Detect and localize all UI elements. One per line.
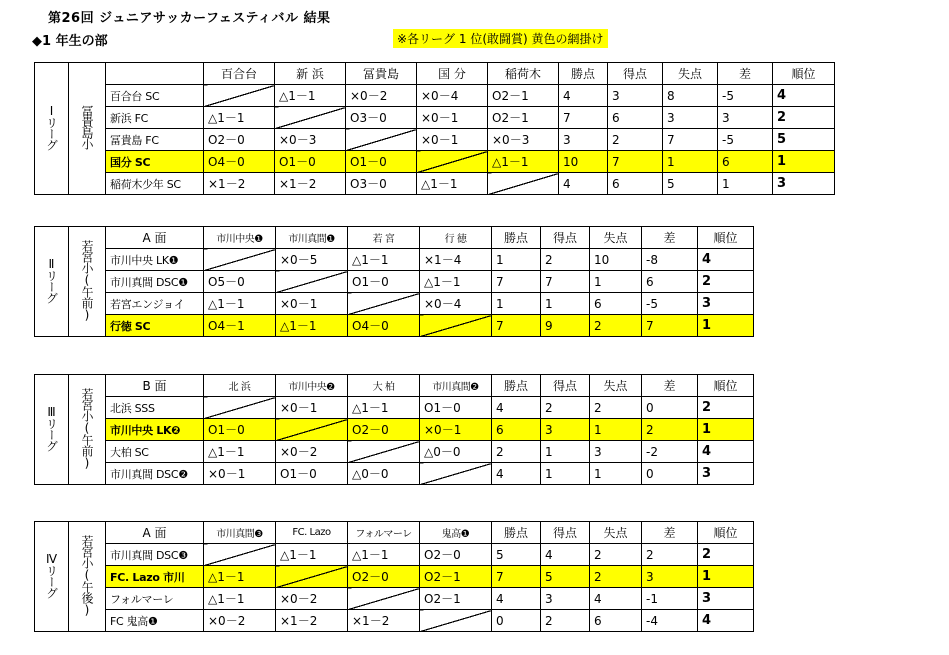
header-row — [35, 522, 754, 544]
match-result: ×1－2 — [275, 173, 346, 195]
league-label — [35, 63, 69, 195]
header-row — [35, 375, 754, 397]
diagonal-cell — [348, 293, 420, 315]
team-name: フォルマーレ — [106, 588, 204, 610]
stat-header: 勝点 — [492, 522, 541, 544]
rank: 1 — [698, 566, 754, 588]
corner-header: B 面 — [106, 375, 204, 397]
match-result: ×1－2 — [276, 610, 348, 632]
goals-for: 9 — [541, 315, 590, 337]
diagonal-cell — [348, 588, 420, 610]
table-row — [35, 129, 835, 151]
table-row — [35, 271, 754, 293]
stat-header: 差 — [718, 63, 773, 85]
match-result: ×1－2 — [348, 610, 420, 632]
venue-label-text: 若宮小(午後) — [80, 534, 94, 616]
league-label-text: Ⅱリーグ — [44, 257, 59, 303]
table-row — [35, 566, 754, 588]
goals-against: 1 — [590, 271, 642, 293]
corner-header — [106, 63, 204, 85]
diagonal-cell — [275, 107, 346, 129]
rank: 1 — [773, 151, 835, 173]
match-result: ×1－4 — [420, 249, 492, 271]
match-result: ×0－1 — [420, 419, 492, 441]
diagonal-cell — [420, 610, 492, 632]
team-name: 若宮エンジョイ — [106, 293, 204, 315]
table-row — [35, 85, 835, 107]
match-result: ×0－2 — [276, 441, 348, 463]
points: 4 — [559, 85, 608, 107]
goal-diff: 6 — [642, 271, 698, 293]
rank: 1 — [698, 419, 754, 441]
diagonal-cell — [204, 544, 276, 566]
match-result: ×0－4 — [420, 293, 492, 315]
table-row — [35, 107, 835, 129]
match-result: O1－0 — [275, 151, 346, 173]
match-result: ×0－5 — [276, 249, 348, 271]
diagonal-cell — [276, 566, 348, 588]
points: 4 — [492, 588, 541, 610]
table-row — [35, 463, 754, 485]
points: 3 — [559, 129, 608, 151]
league-label-text: Ⅲリーグ — [44, 405, 59, 451]
goals-for: 4 — [541, 544, 590, 566]
venue-label — [69, 522, 106, 632]
goals-for: 3 — [608, 85, 663, 107]
goals-against: 4 — [590, 588, 642, 610]
match-result: △1－1 — [348, 249, 420, 271]
match-result: △1－1 — [204, 588, 276, 610]
opponent-header: 市川真間❸ — [204, 522, 276, 544]
section-subtitle: ◆1 年生の部 — [32, 34, 108, 49]
opponent-header: 稲荷木 — [488, 63, 559, 85]
goal-diff: -2 — [642, 441, 698, 463]
goals-against: 3 — [663, 107, 718, 129]
diagonal-cell — [346, 129, 417, 151]
table-row — [35, 397, 754, 419]
stat-header: 順位 — [698, 375, 754, 397]
table-row — [35, 588, 754, 610]
goal-diff: 3 — [642, 566, 698, 588]
match-result: △0－0 — [420, 441, 492, 463]
match-result: △1－1 — [204, 107, 275, 129]
match-result: ×0－2 — [276, 588, 348, 610]
goals-against: 2 — [590, 544, 642, 566]
match-result: ×0－1 — [276, 293, 348, 315]
match-result: △0－0 — [348, 463, 420, 485]
match-result: O2－0 — [420, 544, 492, 566]
rank: 3 — [698, 293, 754, 315]
match-result: ×0－1 — [276, 397, 348, 419]
goals-for: 2 — [541, 249, 590, 271]
rank: 4 — [698, 610, 754, 632]
rank: 2 — [698, 544, 754, 566]
venue-label-text: 若宮小(午前) — [80, 239, 94, 321]
team-name: 稲荷木少年 SC — [106, 173, 204, 195]
team-name: 行徳 SC — [106, 315, 204, 337]
match-result: ×0－1 — [417, 107, 488, 129]
goal-diff: 7 — [642, 315, 698, 337]
goals-for: 2 — [541, 397, 590, 419]
opponent-header: 国 分 — [417, 63, 488, 85]
team-name: 国分 SC — [106, 151, 204, 173]
points: 2 — [492, 441, 541, 463]
points: 1 — [492, 249, 541, 271]
match-result: △1－1 — [204, 441, 276, 463]
opponent-header: FC. Lazo — [276, 522, 348, 544]
match-result: O3－0 — [346, 173, 417, 195]
venue-label — [69, 375, 106, 485]
stat-header: 失点 — [663, 63, 718, 85]
opponent-header: 行 徳 — [420, 227, 492, 249]
rank: 2 — [698, 271, 754, 293]
goal-diff: -4 — [642, 610, 698, 632]
venue-label-text: 冨貴島小 — [80, 105, 94, 149]
stat-header: 得点 — [541, 522, 590, 544]
stat-header: 順位 — [698, 522, 754, 544]
stat-header: 勝点 — [559, 63, 608, 85]
goal-diff: -5 — [718, 85, 773, 107]
rank: 4 — [773, 85, 835, 107]
goal-diff: -5 — [642, 293, 698, 315]
opponent-header: フォルマーレ — [348, 522, 420, 544]
rank: 2 — [773, 107, 835, 129]
points: 5 — [492, 544, 541, 566]
goals-for: 2 — [608, 129, 663, 151]
match-result: O1－0 — [420, 397, 492, 419]
match-result: △1－1 — [348, 397, 420, 419]
opponent-header: 新 浜 — [275, 63, 346, 85]
opponent-header: 鬼高❶ — [420, 522, 492, 544]
highlight-note: ※各リーグ 1 位(敢闘賞) 黄色の網掛け — [393, 29, 608, 48]
opponent-header: 市川中央❶ — [204, 227, 276, 249]
header-row — [35, 63, 835, 85]
table-row — [35, 315, 754, 337]
match-result: O3－0 — [346, 107, 417, 129]
stat-header: 勝点 — [492, 227, 541, 249]
venue-label — [69, 227, 106, 337]
match-result: △1－1 — [204, 293, 276, 315]
goals-for: 1 — [541, 293, 590, 315]
rank: 1 — [698, 315, 754, 337]
goals-against: 1 — [663, 151, 718, 173]
team-name: FC. Lazo 市川 — [106, 566, 204, 588]
goals-for: 6 — [608, 173, 663, 195]
league-label — [35, 522, 69, 632]
corner-header: A 面 — [106, 522, 204, 544]
diagonal-cell — [276, 271, 348, 293]
match-result: ×1－2 — [204, 173, 275, 195]
match-result: O2－1 — [488, 85, 559, 107]
goals-against: 5 — [663, 173, 718, 195]
match-result: ×0－1 — [417, 129, 488, 151]
rank: 4 — [698, 249, 754, 271]
team-name: 市川中央 LK❶ — [106, 249, 204, 271]
stat-header: 得点 — [541, 227, 590, 249]
goal-diff: -5 — [718, 129, 773, 151]
diagonal-cell — [488, 173, 559, 195]
team-name: 冨貴島 FC — [106, 129, 204, 151]
team-name: 大柏 SC — [106, 441, 204, 463]
match-result: O2－0 — [348, 566, 420, 588]
rank: 4 — [698, 441, 754, 463]
match-result: O1－0 — [348, 271, 420, 293]
match-result: ×0－2 — [204, 610, 276, 632]
match-result: △1－1 — [204, 566, 276, 588]
opponent-header: 市川中央❷ — [276, 375, 348, 397]
match-result: O1－0 — [204, 419, 276, 441]
diagonal-cell — [276, 419, 348, 441]
goals-for: 2 — [541, 610, 590, 632]
page-title: 第26回 ジュニアサッカーフェスティバル 結果 — [48, 11, 331, 26]
league-label — [35, 227, 69, 337]
table-row — [35, 544, 754, 566]
team-name: 市川真間 DSC❸ — [106, 544, 204, 566]
league-label-text: Ⅳリーグ — [44, 552, 59, 598]
goal-diff: 1 — [718, 173, 773, 195]
goals-against: 8 — [663, 85, 718, 107]
stat-header: 差 — [642, 227, 698, 249]
match-result: △1－1 — [348, 544, 420, 566]
match-result: O2－1 — [420, 588, 492, 610]
corner-header: A 面 — [106, 227, 204, 249]
league-label — [35, 375, 69, 485]
match-result: ×0－1 — [204, 463, 276, 485]
goals-against: 3 — [590, 441, 642, 463]
rank: 3 — [773, 173, 835, 195]
points: 7 — [492, 566, 541, 588]
rank: 5 — [773, 129, 835, 151]
match-result: O2－0 — [348, 419, 420, 441]
league-table-4 — [34, 521, 754, 632]
league-table-1 — [34, 62, 835, 195]
goals-for: 7 — [541, 271, 590, 293]
goals-against: 2 — [590, 566, 642, 588]
league-table-2 — [34, 226, 754, 337]
goals-against: 7 — [663, 129, 718, 151]
league-table-3 — [34, 374, 754, 485]
opponent-header: 市川真間❶ — [276, 227, 348, 249]
match-result: O2－1 — [488, 107, 559, 129]
opponent-header: 北 浜 — [204, 375, 276, 397]
opponent-header: 百合台 — [204, 63, 275, 85]
diagonal-cell — [417, 151, 488, 173]
goals-for: 1 — [541, 463, 590, 485]
table-row — [35, 173, 835, 195]
points: 7 — [559, 107, 608, 129]
team-name: 北浜 SSS — [106, 397, 204, 419]
goal-diff: -8 — [642, 249, 698, 271]
table-row — [35, 610, 754, 632]
goal-diff: 0 — [642, 397, 698, 419]
stat-header: 順位 — [698, 227, 754, 249]
team-name: 新浜 FC — [106, 107, 204, 129]
stat-header: 勝点 — [492, 375, 541, 397]
table-row — [35, 441, 754, 463]
goal-diff: 2 — [642, 544, 698, 566]
goals-for: 1 — [541, 441, 590, 463]
goals-against: 6 — [590, 293, 642, 315]
match-result: O2－1 — [420, 566, 492, 588]
team-name: 百合台 SC — [106, 85, 204, 107]
match-result: ×0－4 — [417, 85, 488, 107]
team-name: 市川真間 DSC❷ — [106, 463, 204, 485]
diagonal-cell — [204, 85, 275, 107]
team-name: FC 鬼高❶ — [106, 610, 204, 632]
goals-against: 1 — [590, 419, 642, 441]
points: 1 — [492, 293, 541, 315]
opponent-header: 冨貴島 — [346, 63, 417, 85]
match-result: ×0－3 — [488, 129, 559, 151]
table-row — [35, 151, 835, 173]
team-name: 市川中央 LK❷ — [106, 419, 204, 441]
stat-header: 差 — [642, 522, 698, 544]
goals-against: 1 — [590, 463, 642, 485]
opponent-header: 市川真間❷ — [420, 375, 492, 397]
match-result: O1－0 — [276, 463, 348, 485]
goal-diff: 0 — [642, 463, 698, 485]
goals-against: 6 — [590, 610, 642, 632]
diagonal-cell — [204, 397, 276, 419]
stat-header: 失点 — [590, 375, 642, 397]
stat-header: 失点 — [590, 522, 642, 544]
points: 0 — [492, 610, 541, 632]
stat-header: 順位 — [773, 63, 835, 85]
diagonal-cell — [420, 315, 492, 337]
match-result: ×0－3 — [275, 129, 346, 151]
stat-header: 得点 — [541, 375, 590, 397]
goals-against: 2 — [590, 315, 642, 337]
goals-for: 3 — [541, 588, 590, 610]
venue-label — [69, 63, 106, 195]
opponent-header: 大 柏 — [348, 375, 420, 397]
goal-diff: 2 — [642, 419, 698, 441]
match-result: O4－0 — [348, 315, 420, 337]
table-row — [35, 249, 754, 271]
venue-label-text: 若宮小(午前) — [80, 387, 94, 469]
points: 7 — [492, 271, 541, 293]
stat-header: 得点 — [608, 63, 663, 85]
goal-diff: 6 — [718, 151, 773, 173]
goal-diff: 3 — [718, 107, 773, 129]
points: 4 — [492, 463, 541, 485]
opponent-header: 若 宮 — [348, 227, 420, 249]
match-result: O4－1 — [204, 315, 276, 337]
goals-for: 7 — [608, 151, 663, 173]
header-row — [35, 227, 754, 249]
points: 7 — [492, 315, 541, 337]
stat-header: 失点 — [590, 227, 642, 249]
team-name: 市川真間 DSC❶ — [106, 271, 204, 293]
goal-diff: -1 — [642, 588, 698, 610]
rank: 2 — [698, 397, 754, 419]
match-result: △1－1 — [420, 271, 492, 293]
diagonal-cell — [420, 463, 492, 485]
goals-against: 10 — [590, 249, 642, 271]
match-result: △1－1 — [417, 173, 488, 195]
points: 4 — [492, 397, 541, 419]
match-result: △1－1 — [275, 85, 346, 107]
diagonal-cell — [204, 249, 276, 271]
goals-against: 2 — [590, 397, 642, 419]
goals-for: 5 — [541, 566, 590, 588]
table-row — [35, 293, 754, 315]
match-result: O2－0 — [204, 129, 275, 151]
diagonal-cell — [348, 441, 420, 463]
rank: 3 — [698, 463, 754, 485]
stat-header: 差 — [642, 375, 698, 397]
match-result: ×0－2 — [346, 85, 417, 107]
table-row — [35, 419, 754, 441]
points: 6 — [492, 419, 541, 441]
match-result: O4－0 — [204, 151, 275, 173]
points: 10 — [559, 151, 608, 173]
goals-for: 6 — [608, 107, 663, 129]
match-result: O1－0 — [346, 151, 417, 173]
league-label-text: Ⅰリーグ — [44, 104, 59, 150]
match-result: △1－1 — [276, 315, 348, 337]
match-result: △1－1 — [488, 151, 559, 173]
match-result: O5－0 — [204, 271, 276, 293]
match-result: △1－1 — [276, 544, 348, 566]
goals-for: 3 — [541, 419, 590, 441]
rank: 3 — [698, 588, 754, 610]
points: 4 — [559, 173, 608, 195]
